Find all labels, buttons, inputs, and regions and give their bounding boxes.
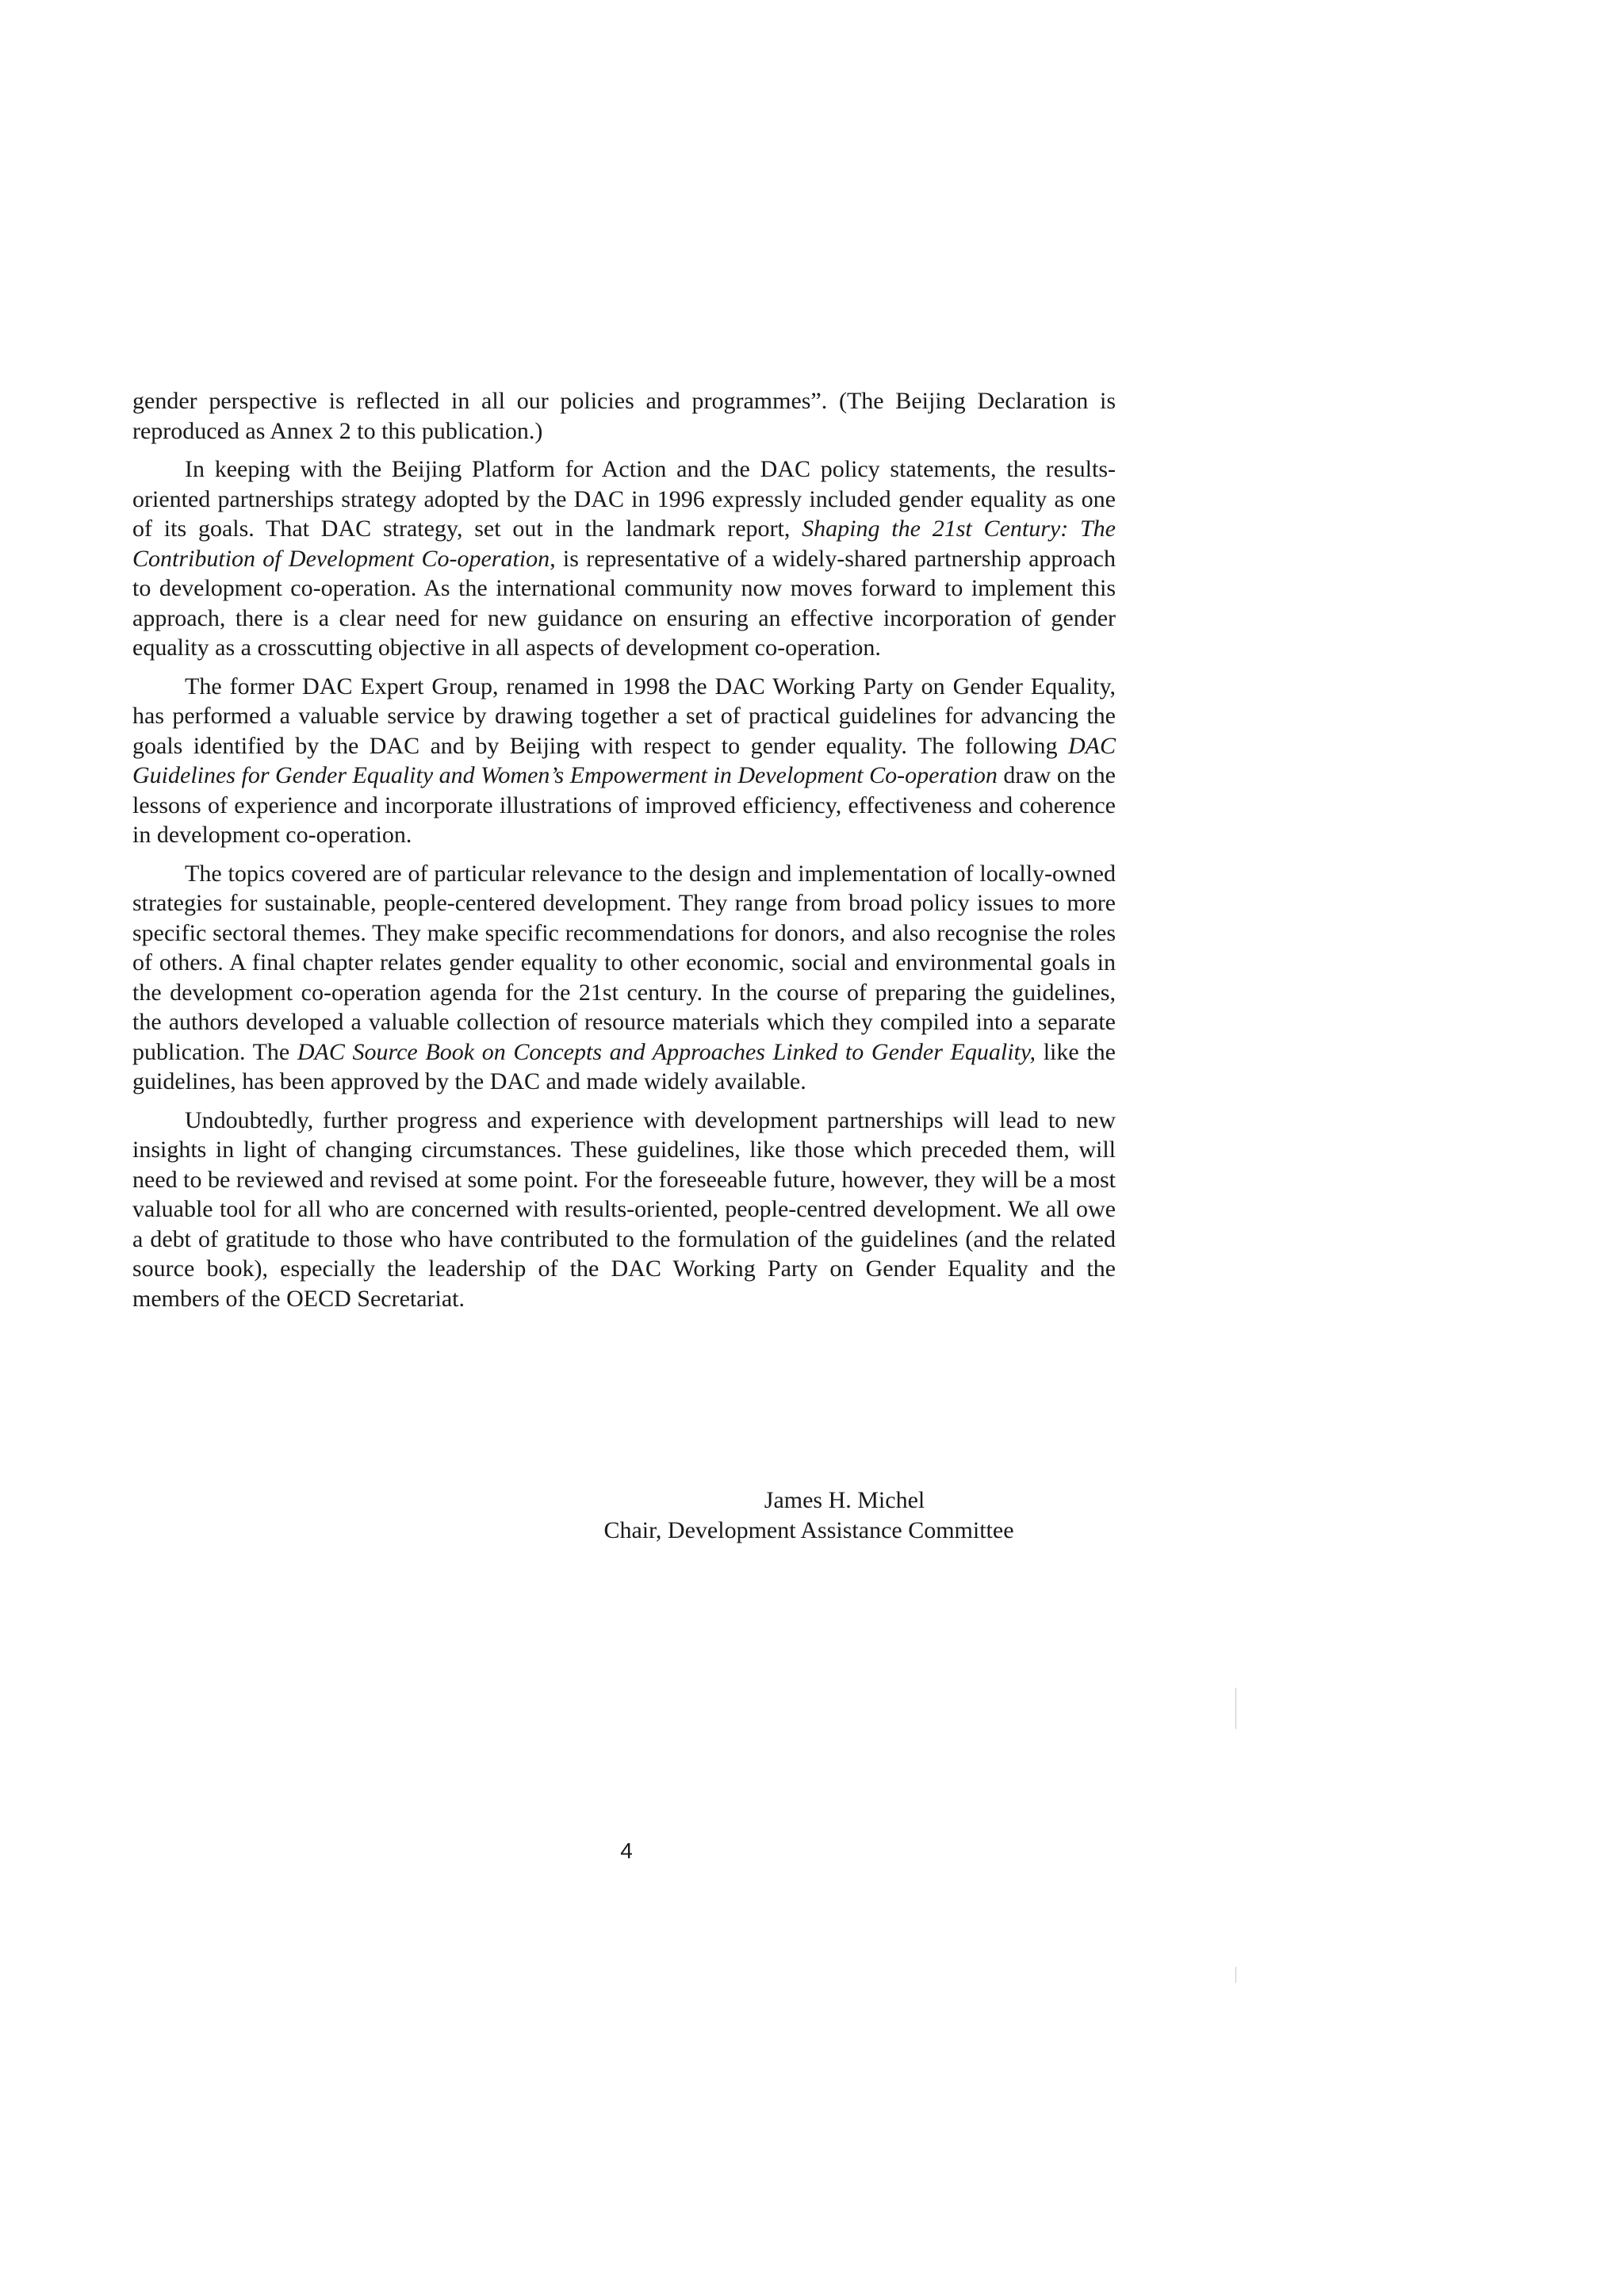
paragraph-text: Undoubtedly, further progress and experience with development partnerships will lead to new insights in light of changing circumstances. These guidelines, like those which preceded them, will need to be reviewed and revised at some point. For the foreseeable future, however, they will be a most valuable tool for all who are concerned with results-oriented, people-centred development. We all owe a debt of gratitude to those who have contributed to the formulation of the guidelines (and the related source book), especially the leadership of the DAC Working Party on Gender Equality and the members of the OECD Secretariat. <box>132 1106 1116 1312</box>
signatory-title: Chair, Development Assistance Committee <box>603 1517 1014 1543</box>
paragraph-text: draw on the lessons of experience and incorporate illustrations of improved efficiency, effectiveness and coherence in development co-operation. <box>132 762 1116 848</box>
italic-title-text: DAC Source Book on Concepts and Approaches Linked to Gender Equality, <box>297 1038 1036 1065</box>
italic-title-text: DAC Guidelines for Gender Equality and Women’s Empowerment in Development Co-operation <box>132 732 1116 788</box>
paragraph <box>132 1106 1116 1314</box>
page-number: 4 <box>620 1838 633 1863</box>
paragraph <box>132 454 1116 663</box>
paragraph-text: The topics covered are of particular relevance to the design and implementation of locally-owned strategies for sustainable, people-centered development. They range from broad policy issues to more specific sectoral themes. They make specific recommendations for donors, and also recognise the roles of others. A final chapter relates gender equality to other economic, social and environmental goals in the development co-operation agenda for the 21st century. In the course of preparing the guidelines, the authors developed a valuable collection of resource materials which they compiled into a separate publication. The <box>132 860 1116 1065</box>
paragraph <box>132 672 1116 850</box>
paragraph-text: is representative of a widely-shared partnership approach to development co-operation. As the international community now moves forward to implement this approach, there is a clear need for new guidance on ensuring an effective incorporation of gender equality as a crosscutting objective in all aspects of development co-operation. <box>132 545 1116 661</box>
italic-title-text: Shaping the 21st Century: The Contribution of Development Co-operation, <box>132 516 1116 572</box>
paragraph-text: The former DAC Expert Group, renamed in 1998 the DAC Working Party on Gender Equality, has performed a valuable service by drawing together a set of practical guidelines for advancing the goals identified by the DAC and by Beijing with respect to gender equality. The following <box>132 673 1116 759</box>
body-text <box>132 386 1116 1322</box>
scan-artifact-mark <box>1235 1688 1236 1729</box>
paragraph <box>132 859 1116 1097</box>
paragraph-text: like the guidelines, has been approved by the DAC and made widely available. <box>132 1038 1116 1094</box>
paragraph-text: In keeping with the Beijing Platform for Action and the DAC policy statements, the results-oriented partnerships strategy adopted by the DAC in 1996 expressly included gender equality as one of its goals. That DAC strategy, set out in the landmark report, <box>132 456 1116 542</box>
signatory-name: James H. Michel <box>764 1487 925 1513</box>
paragraph <box>132 386 1116 446</box>
scan-artifact-mark <box>1235 1967 1236 1983</box>
paragraph-text: gender perspective is reflected in all our policies and programmes”. (The Beijing Declaration is reproduced as Annex 2 to this publication.) <box>132 388 1116 444</box>
signature-block <box>508 1485 1110 1546</box>
